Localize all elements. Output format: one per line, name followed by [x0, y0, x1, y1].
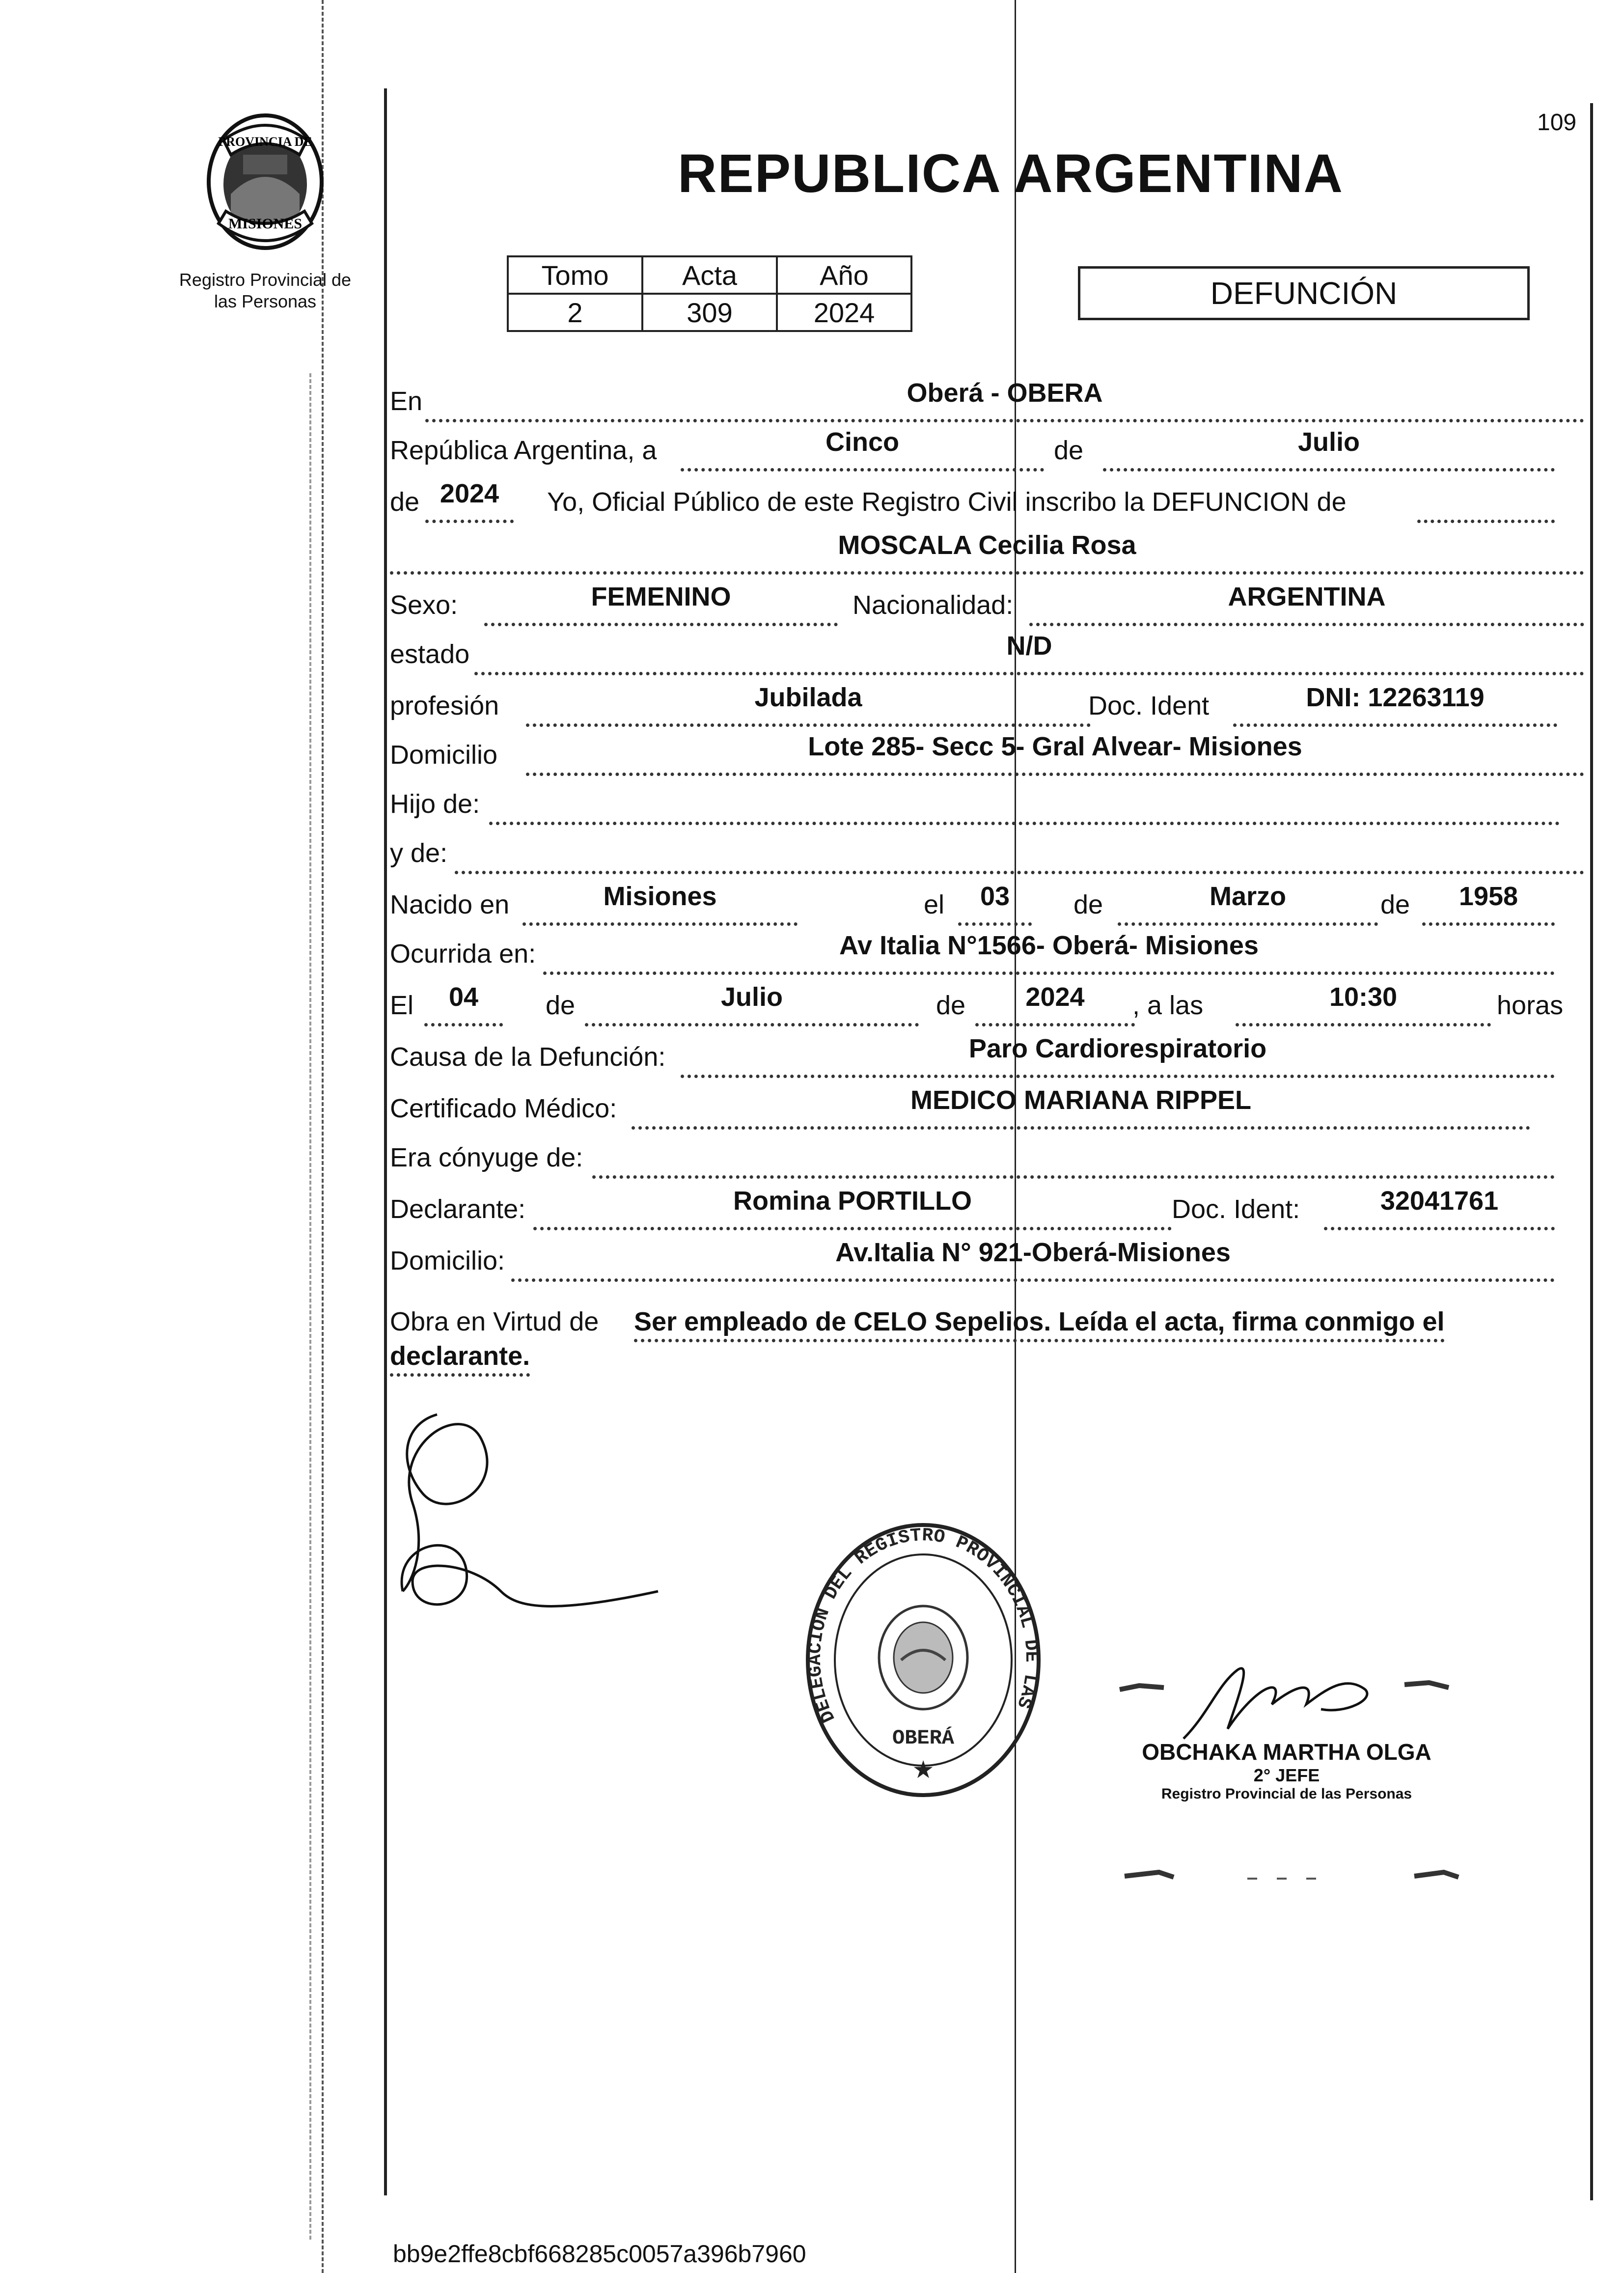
row-declarante — [386, 1186, 1584, 1235]
row-anio — [386, 479, 1584, 528]
estado-field — [474, 631, 1584, 675]
republica-label: República Argentina, a — [390, 436, 657, 465]
yde-label: y de: — [390, 838, 448, 868]
stamp-decoration — [1120, 1861, 1473, 1893]
decl-doc-label: Doc. Ident: — [1172, 1194, 1300, 1224]
ocurrida-field — [543, 931, 1555, 975]
svg-text:DELEGACION DEL REGISTRO PROVIN: DELEGACION DEL REGISTRO PROVINCIAL DE LAS — [804, 1525, 1042, 1726]
horas-label: horas — [1497, 991, 1564, 1020]
anio-header: Año — [777, 256, 911, 294]
binding-dashes — [322, 0, 324, 2273]
acta-value: 309 — [642, 294, 777, 331]
domicilio-label: Domicilio — [390, 740, 498, 770]
row-fecha-defuncion — [386, 982, 1584, 1031]
decl-doc-field — [1324, 1186, 1555, 1230]
day-field — [681, 427, 1044, 471]
death-de2-label: de — [936, 991, 966, 1020]
obra-label: Obra en Virtud de — [390, 1307, 599, 1336]
decl-domicilio-value: Av.Italia N° 921-Oberá-Misiones — [835, 1238, 1231, 1267]
yde-field — [455, 836, 1584, 874]
death-year-field — [975, 982, 1135, 1026]
certificado-label: Certificado Médico: — [390, 1094, 617, 1123]
chief-name: OBCHAKA MARTHA OLGA — [1142, 1739, 1431, 1765]
row-profesion — [386, 683, 1584, 732]
profesion-label: profesión — [390, 691, 499, 721]
declarante-label: Declarante: — [390, 1194, 526, 1224]
deceased-name: MOSCALA Cecilia Rosa — [838, 530, 1136, 560]
registry-label: Registro Provincial de las Personas — [179, 270, 352, 311]
binding-dashes-2 — [309, 373, 311, 2240]
profesion-value: Jubilada — [754, 683, 862, 712]
tomo-acta-table — [507, 255, 912, 332]
doc-label: Doc. Ident — [1088, 691, 1210, 721]
document-hash: bb9e2ffe8cbf668285c0057a396b7960 — [393, 2240, 806, 2268]
death-time-value: 10:30 — [1329, 982, 1398, 1012]
profesion-field — [526, 683, 1091, 727]
row-certificado — [386, 1085, 1584, 1135]
row-sexo — [386, 582, 1584, 631]
causa-label: Causa de la Defunción: — [390, 1042, 666, 1072]
row-yde — [386, 830, 1584, 879]
death-year-value: 2024 — [1025, 982, 1085, 1012]
sexo-label: Sexo: — [390, 590, 458, 620]
sexo-value: FEMENINO — [591, 582, 731, 611]
right-margin-line — [1590, 103, 1593, 2200]
svg-text:OBERÁ: OBERÁ — [892, 1726, 955, 1750]
year-field — [425, 479, 514, 523]
delegacion-seal — [796, 1513, 1051, 1810]
year-value: 2024 — [440, 479, 499, 508]
death-de1-label: de — [546, 991, 576, 1020]
el-label: el — [924, 890, 945, 919]
birth-day-field — [958, 882, 1032, 926]
nacionalidad-field — [1029, 582, 1584, 626]
en-field — [425, 378, 1584, 422]
birth-year-value: 1958 — [1459, 882, 1518, 911]
estado-label: estado — [390, 639, 470, 669]
chief-signature — [1110, 1655, 1463, 1751]
decl-doc-value: 32041761 — [1380, 1186, 1499, 1216]
svg-text:PROVINCIA DE: PROVINCIA DE — [218, 135, 312, 149]
death-month-field — [585, 982, 919, 1026]
death-time-field — [1236, 982, 1491, 1026]
birth-month-field — [1118, 882, 1378, 926]
doc-value: DNI: 12263119 — [1306, 683, 1485, 712]
estado-value: N/D — [1006, 631, 1052, 661]
birth-day-value: 03 — [980, 882, 1010, 911]
certificado-field — [632, 1085, 1530, 1130]
obra-text-1: Ser empleado de CELO Sepelios. Leída el acta, firma conmigo el — [634, 1306, 1445, 1342]
tomo-value: 2 — [508, 294, 642, 331]
nacido-field — [523, 882, 798, 926]
birth-de2-label: de — [1380, 890, 1410, 919]
birth-de1-label: de — [1073, 890, 1103, 919]
svg-text:MISIONES: MISIONES — [228, 216, 303, 232]
doc-field — [1233, 683, 1557, 727]
row-nombre — [386, 530, 1584, 580]
certificado-value: MEDICO MARIANA RIPPEL — [910, 1085, 1251, 1115]
name-field — [390, 530, 1584, 575]
causa-field — [681, 1034, 1555, 1078]
alas-label: , a las — [1132, 991, 1204, 1020]
nacionalidad-value: ARGENTINA — [1228, 582, 1386, 611]
svg-text:★: ★ — [912, 1756, 935, 1783]
de-label: de — [1054, 436, 1084, 465]
day-value: Cinco — [825, 427, 899, 457]
death-month-value: Julio — [720, 982, 783, 1012]
row-conyuge — [386, 1135, 1584, 1184]
nacido-value: Misiones — [603, 882, 717, 911]
nacido-label: Nacido en — [390, 890, 510, 919]
domicilio-field — [526, 732, 1584, 776]
decl-domicilio-label: Domicilio: — [390, 1246, 505, 1275]
row-estado — [386, 631, 1584, 680]
obra-text-2: declarante. — [390, 1341, 530, 1377]
chief-stamp — [1110, 1739, 1463, 1802]
declarante-value: Romina PORTILLO — [733, 1186, 972, 1216]
death-day-field — [424, 982, 503, 1026]
nacionalidad-label: Nacionalidad: — [853, 590, 1014, 620]
row-causa — [386, 1034, 1584, 1083]
row-hijo — [386, 781, 1584, 830]
row-ocurrida — [386, 931, 1584, 980]
misiones-logo — [196, 111, 334, 255]
page-title: REPUBLICA ARGENTINA — [678, 143, 1344, 204]
causa-value: Paro Cardiorespiratorio — [968, 1034, 1267, 1063]
en-value: Oberá - OBERA — [907, 378, 1103, 408]
page-number: 109 — [1537, 110, 1577, 136]
year-de-label: de — [390, 487, 420, 517]
decl-domicilio-field — [511, 1238, 1555, 1282]
tomo-header: Tomo — [508, 256, 642, 294]
domicilio-value: Lote 285- Secc 5- Gral Alvear- Misiones — [808, 732, 1302, 761]
hijo-label: Hijo de: — [390, 789, 480, 819]
chief-org: Registro Provincial de las Personas — [1161, 1786, 1412, 1802]
sexo-field — [484, 582, 838, 626]
ocurrida-value: Av Italia N°1566- Oberá- Misiones — [839, 931, 1259, 960]
birth-year-field — [1422, 882, 1555, 926]
anio-value: 2024 — [777, 294, 911, 331]
en-label: En — [390, 387, 423, 416]
conyuge-label: Era cónyuge de: — [390, 1143, 583, 1172]
death-el-label: El — [390, 991, 414, 1020]
declarante-field — [533, 1186, 1172, 1230]
acta-header: Acta — [642, 256, 777, 294]
row-decl-domicilio — [386, 1238, 1584, 1287]
month-field — [1103, 427, 1555, 471]
chief-role: 2° JEFE — [1253, 1765, 1320, 1785]
row-en — [386, 378, 1584, 427]
declarant-signature — [383, 1395, 678, 1672]
birth-month-value: Marzo — [1209, 882, 1286, 911]
ocurrida-label: Ocurrida en: — [390, 939, 536, 969]
conyuge-field — [592, 1141, 1555, 1179]
inscribo-field — [1417, 485, 1555, 523]
hijo-field — [489, 787, 1560, 825]
row-obra — [386, 1292, 1584, 1385]
inscribo-text: Yo, Oficial Público de este Registro Civil inscribo la DEFUNCION de — [547, 487, 1347, 517]
row-fecha — [386, 427, 1584, 476]
month-value: Julio — [1297, 427, 1360, 457]
act-type-box: DEFUNCIÓN — [1078, 266, 1530, 320]
row-nacido — [386, 882, 1584, 931]
row-domicilio — [386, 732, 1584, 781]
death-day-value: 04 — [448, 982, 479, 1012]
